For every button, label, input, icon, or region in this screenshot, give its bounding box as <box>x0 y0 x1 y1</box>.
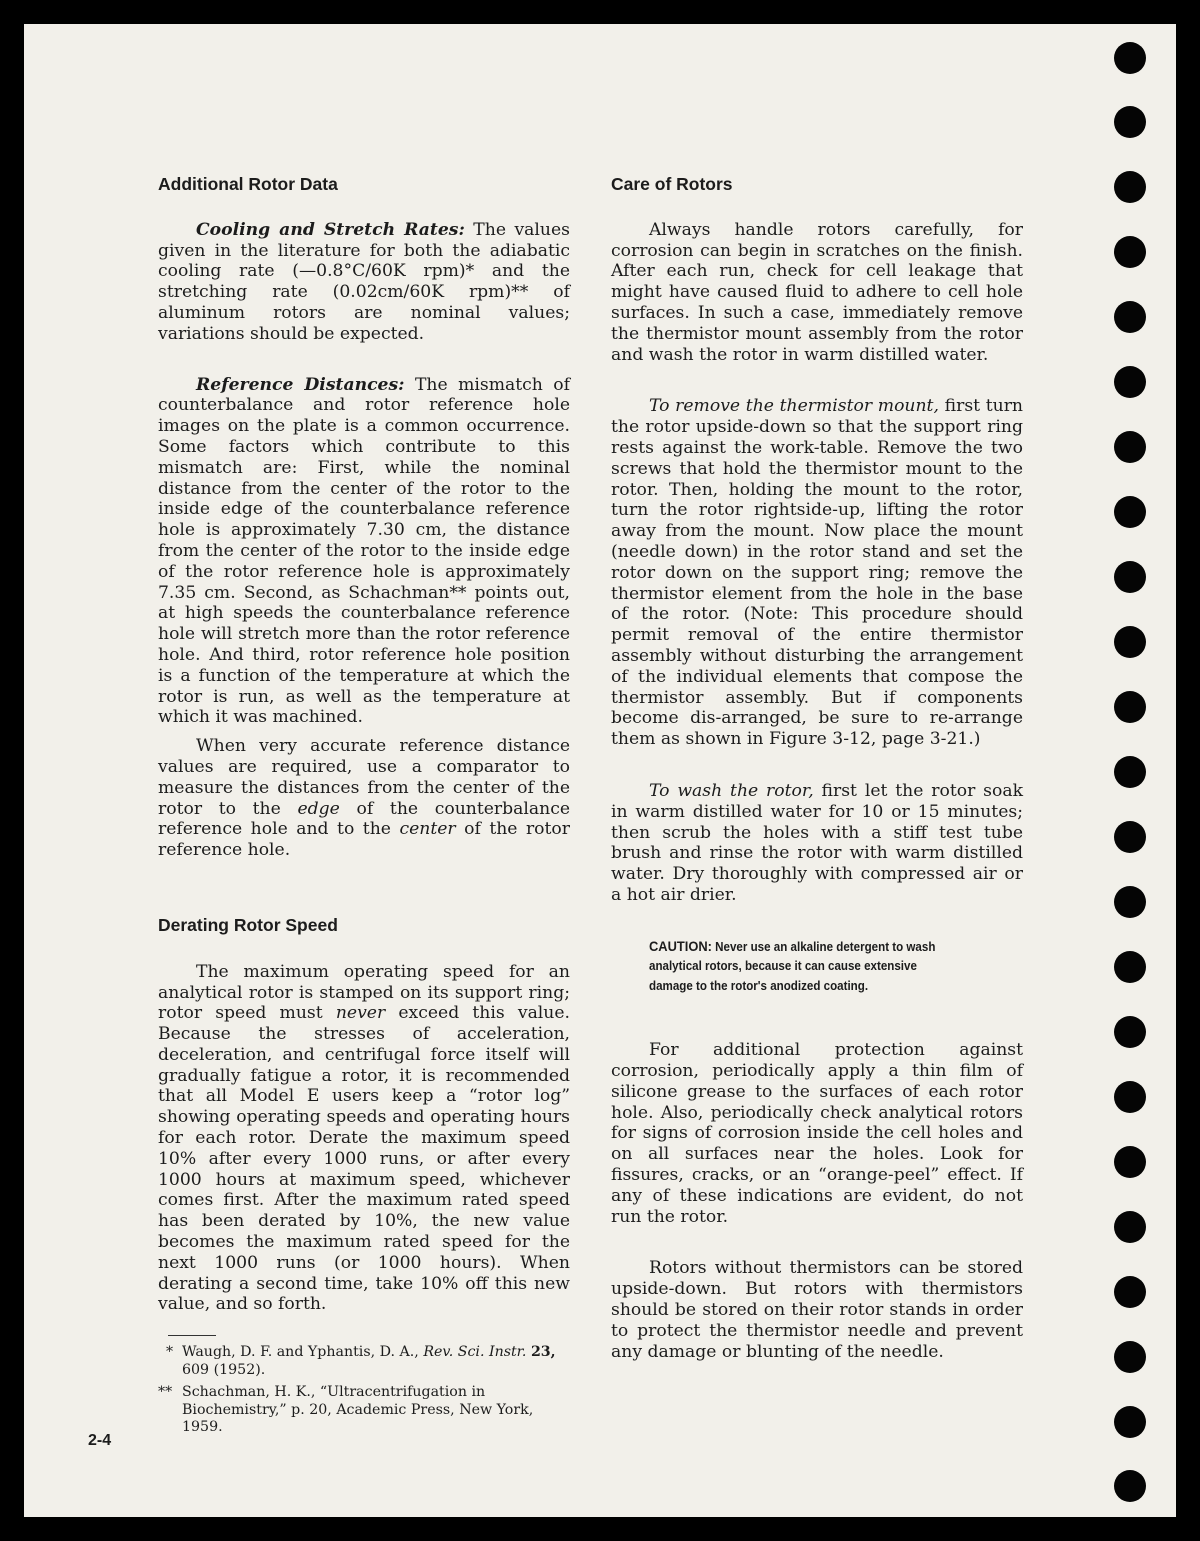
binder-hole <box>1114 1406 1146 1438</box>
binder-hole <box>1114 1211 1146 1243</box>
footnote-1-rest: 609 (1952). <box>182 1361 266 1378</box>
accurate-text-1: When very accurate reference distance values are required, use a comparator to measure the distances from the center of the rotor to the <box>158 736 570 819</box>
paragraph-protection: For additional protection against corrosion, periodically apply a thin film of silicone grease to the surfaces of each rotor hole. Also, periodically check analytical rotors for signs of corrosion inside the cell holes and on all surfaces near the holes. Look for fissures, cracks, or an “orange-peel” effect. If any of these indications are evident, do not run the rotor. <box>611 1040 1023 1227</box>
footnote-rule <box>168 1335 216 1336</box>
accurate-center: center <box>399 819 456 840</box>
footnote-1-volume: 23, <box>530 1344 556 1361</box>
caution-note <box>649 937 943 997</box>
binder-hole <box>1114 1470 1146 1502</box>
paragraph-storage: Rotors without thermistors can be stored upside-down. But rotors with thermistors should be stored on their rotor stands in order to protect the thermistor needle and prevent any damage or blunting of the needle. <box>611 1258 1023 1362</box>
binder-hole <box>1114 1276 1146 1308</box>
paragraph-reference-distances <box>158 375 570 729</box>
binder-hole <box>1114 1081 1146 1113</box>
binder-hole <box>1114 561 1146 593</box>
page-number: 2-4 <box>88 1432 112 1449</box>
accurate-edge: edge <box>297 798 340 819</box>
binder-hole <box>1114 366 1146 398</box>
paragraph-handle-rotors: Always handle rotors carefully, for corrosion can begin in scratches on the finish. After each run, check for cell leakage that might have caused fluid to adhere to cell hole surfaces. In such a case, immediately remove the thermistor mount assembly from the rotor and wash the rotor in warm distilled water. <box>611 219 1023 365</box>
paragraph-wash-rotor <box>611 781 1023 906</box>
runin-cooling: Cooling and Stretch Rates: <box>196 219 465 240</box>
paragraph-derating <box>158 962 570 1316</box>
footnote-1 <box>158 1344 570 1379</box>
binder-hole <box>1114 106 1146 138</box>
binder-hole <box>1114 1016 1146 1048</box>
binder-hole <box>1114 301 1146 333</box>
footnote-1-text: Waugh, D. F. and Yphantis, D. A., <box>182 1344 419 1361</box>
heading-care-of-rotors: Care of Rotors <box>611 174 733 194</box>
heading-derating-rotor-speed: Derating Rotor Speed <box>158 914 338 935</box>
footnote-1-mark: * <box>166 1344 174 1361</box>
binder-hole <box>1114 821 1146 853</box>
runin-wash: To wash the rotor, <box>649 780 814 801</box>
reference-text: The mismatch of counterbalance and rotor reference hole images on the plate is a common occurrence. Some factors which contribute to this mismatch are: First, while the nominal distance from the center of the rotor to the inside edge of the counterbalance reference hole is approximately 7.30 cm, the distance from the center of the rotor to the inside edge of the rotor reference hole is approximately 7.35 cm. Second, as Schachman** points out, at high speeds the counterbalance reference hole will stretch more than the rotor reference hole. And third, rotor reference hole position is a function of the temperature at which the rotor is run, as well as the temperature at which it was machined. <box>158 374 570 728</box>
footnote-2-mark: ** <box>158 1384 173 1401</box>
binder-hole <box>1114 691 1146 723</box>
binder-hole <box>1114 1146 1146 1178</box>
footnote-2-text: Schachman, H. K., “Ultracentrifugation in Biochemistry,” p. 20, Academic Press, New York, 1959. <box>182 1384 534 1436</box>
accurate-text-2: of the counterbalance reference hole and to the <box>158 798 571 840</box>
runin-reference: Reference Distances: <box>196 374 405 395</box>
binder-hole <box>1114 886 1146 918</box>
heading-additional-rotor-data: Additional Rotor Data <box>158 174 338 194</box>
caution-text: Never use an alkaline detergent to wash analytical rotors, because it can cause extensive damage to the rotor's anodized coating. <box>649 939 936 993</box>
footnote-2 <box>158 1384 570 1437</box>
runin-remove: To remove the thermistor mount, <box>649 396 939 417</box>
cooling-text: The values given in the literature for both the adiabatic cooling rate (—0.8°C/60K rpm)* and the stretching rate (0.02cm/60K rpm)** of aluminum rotors are nominal values; variations should be expected. <box>158 219 570 344</box>
binder-hole <box>1114 951 1146 983</box>
right-column <box>611 174 1023 1362</box>
binder-hole <box>1114 1341 1146 1373</box>
paragraph-cooling-stretch <box>158 220 570 345</box>
wash-text: first let the rotor soak in warm distilled water for 10 or 15 minutes; then scrub the holes with a stiff test tube brush and rinse the rotor with warm distilled water. Dry thoroughly with compressed air or a hot air drier. <box>611 780 1023 905</box>
caution-label: CAUTION: <box>649 937 712 954</box>
left-column <box>158 174 570 1437</box>
paragraph-accurate-values <box>158 736 570 861</box>
binder-hole <box>1114 431 1146 463</box>
binder-hole <box>1114 626 1146 658</box>
accurate-text-3: of the rotor reference hole. <box>158 819 570 861</box>
binder-hole <box>1114 236 1146 268</box>
derate-never: never <box>335 1003 386 1024</box>
binder-hole <box>1114 171 1146 203</box>
binder-holes <box>1114 42 1148 1502</box>
document-page <box>24 24 1176 1517</box>
derate-text-2: exceed this value. Because the stresses of acceleration, deceleration, and centrifugal force itself will gradually fatigue a rotor, it is recommended that all Model E users keep a “rotor log” showing operating speeds and operating hours for each rotor. Derate the maximum speed 10% after every 1000 runs, or after every 1000 hours at maximum speed, whichever comes first. After the maximum rated speed has been derated by 10%, the new value becomes the maximum rated speed for the next 1000 runs (or 1000 hours). When derating a second time, take 10% off this new value, and so forth. <box>158 1003 571 1315</box>
binder-hole <box>1114 42 1146 74</box>
binder-hole <box>1114 496 1146 528</box>
binder-hole <box>1114 756 1146 788</box>
derate-text-1: The maximum operating speed for an analytical rotor is stamped on its support ring; rotor speed must <box>158 961 570 1024</box>
footnote-1-journal: Rev. Sci. Instr. <box>423 1344 527 1361</box>
paragraph-remove-thermistor <box>611 396 1023 750</box>
remove-text: first turn the rotor upside-down so that the support ring rests against the work-table. Remove the two screws that hold the thermistor mount to the rotor. Then, holding the mount to the rotor, turn the rotor rightside-up, lifting the rotor away from the mount. Now place the mount (needle down) in the rotor stand and set the rotor down on the support ring; remove the thermistor element from the hole in the base of the rotor. (Note: This procedure should permit removal of the entire thermistor assembly without disturbing the arrangement of the individual elements that compose the thermistor assembly. But if components become dis-arranged, be sure to re-arrange them as shown in Figure 3-12, page 3-21.) <box>611 396 1024 750</box>
